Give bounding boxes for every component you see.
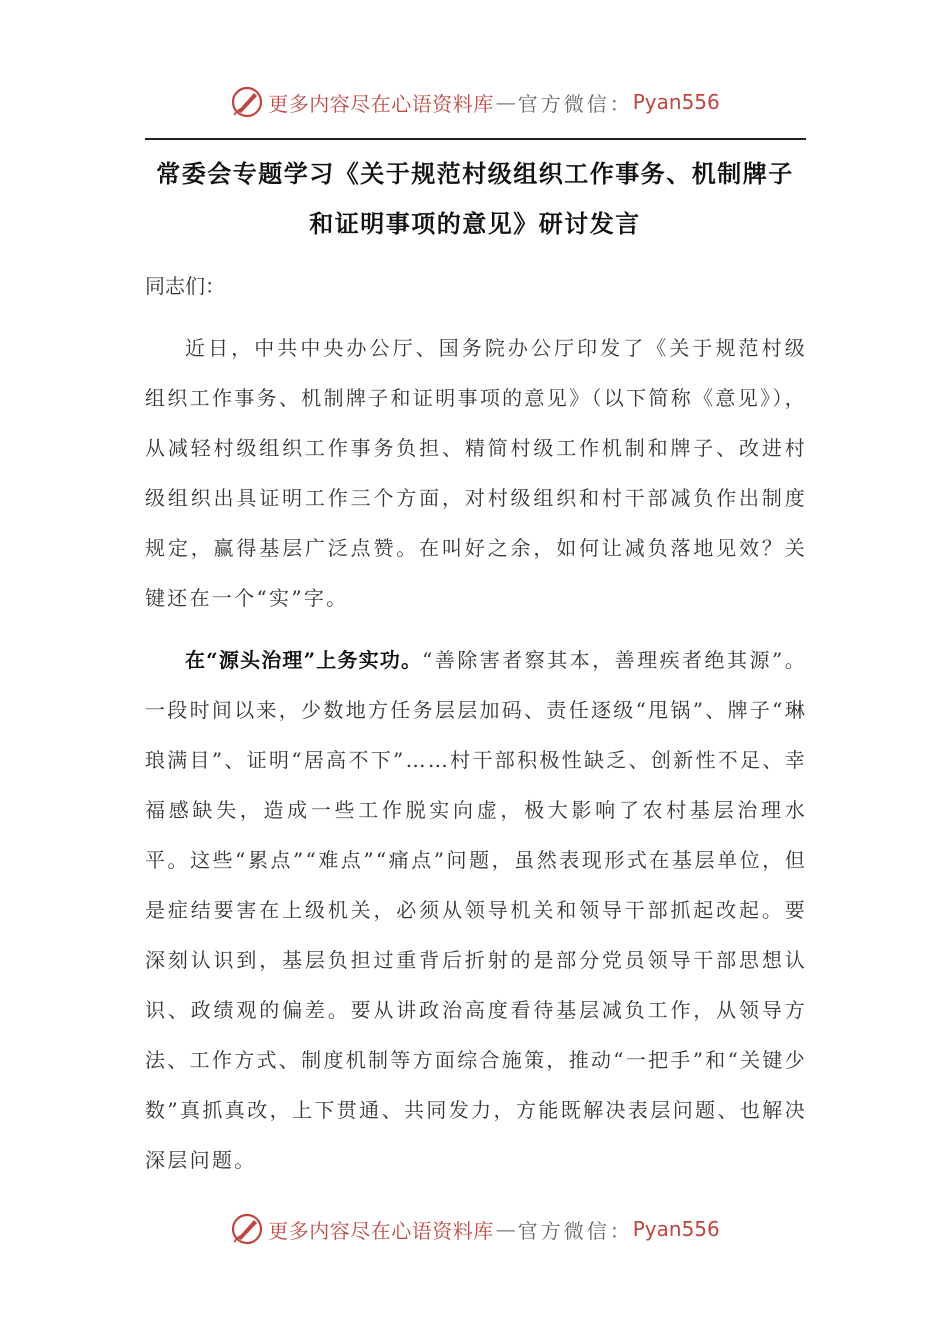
footer-banner [0, 1209, 950, 1249]
footer-brand: 更多内容尽在心语资料库 [268, 1218, 494, 1243]
header-wechat-id: Pyan556 [632, 90, 720, 114]
header-banner [0, 82, 950, 122]
pen-circle-icon [230, 85, 264, 119]
greeting: 同志们： [145, 274, 225, 298]
paragraph-2 [145, 635, 807, 1185]
header-brand: 更多内容尽在心语资料库 [268, 91, 494, 116]
paragraph-2-lead: 在“源头治理”上务实功。 [185, 648, 423, 672]
footer-label: 官方微信： [517, 1218, 633, 1243]
pen-circle-icon [230, 1212, 264, 1246]
footer-wechat-id: Pyan556 [632, 1217, 720, 1241]
footer-dash: — [495, 1217, 516, 1241]
header-dash: — [495, 90, 516, 114]
paragraph-2-body: “善除害者察其本，善理疾者绝其源”。一段时间以来，少数地方任务层层加码、责任逐级“甩锅”、牌子“琳琅满目”、证明“居高不下”……村干部积极性缺乏、创新性不足、幸福感缺失，造成一些工作脱实向虚，极大影响了农村基层治理水平。这些“累点”“难点”“痛点”问题，虽然表现形式在基层单位，但是症结要害在上级机关，必须从领导机关和领导干部抓起改起。要深刻认识到，基层负担过重背后折射的是部分党员领导干部思想认识、政绩观的偏差。要从讲政治高度看待基层减负工作，从领导方法、工作方式、制度机制等方面综合施策，推动“一把手”和“关键少数”真抓真改，上下贯通、共同发力，方能既解决表层问题、也解决深层问题。 [145, 648, 807, 1172]
document-title-line1: 常委会专题学习《关于规范村级组织工作事务、机制牌子 [156, 159, 794, 188]
header-label: 官方微信： [517, 91, 633, 116]
document-title-line2: 和证明事项的意见》研讨发言 [309, 209, 641, 238]
header-divider [145, 138, 806, 140]
paragraph-1: 近日，中共中央办公厅、国务院办公厅印发了《关于规范村级组织工作事务、机制牌子和证明事项的意见》（以下简称《意见》），从减轻村级组织工作事务负担、精简村级工作机制和牌子、改进村级组织出具证明工作三个方面，对村级组织和村干部减负作出制度规定，赢得基层广泛点赞。在叫好之余，如何让减负落地见效？关键还在一个“实”字。 [145, 336, 807, 610]
